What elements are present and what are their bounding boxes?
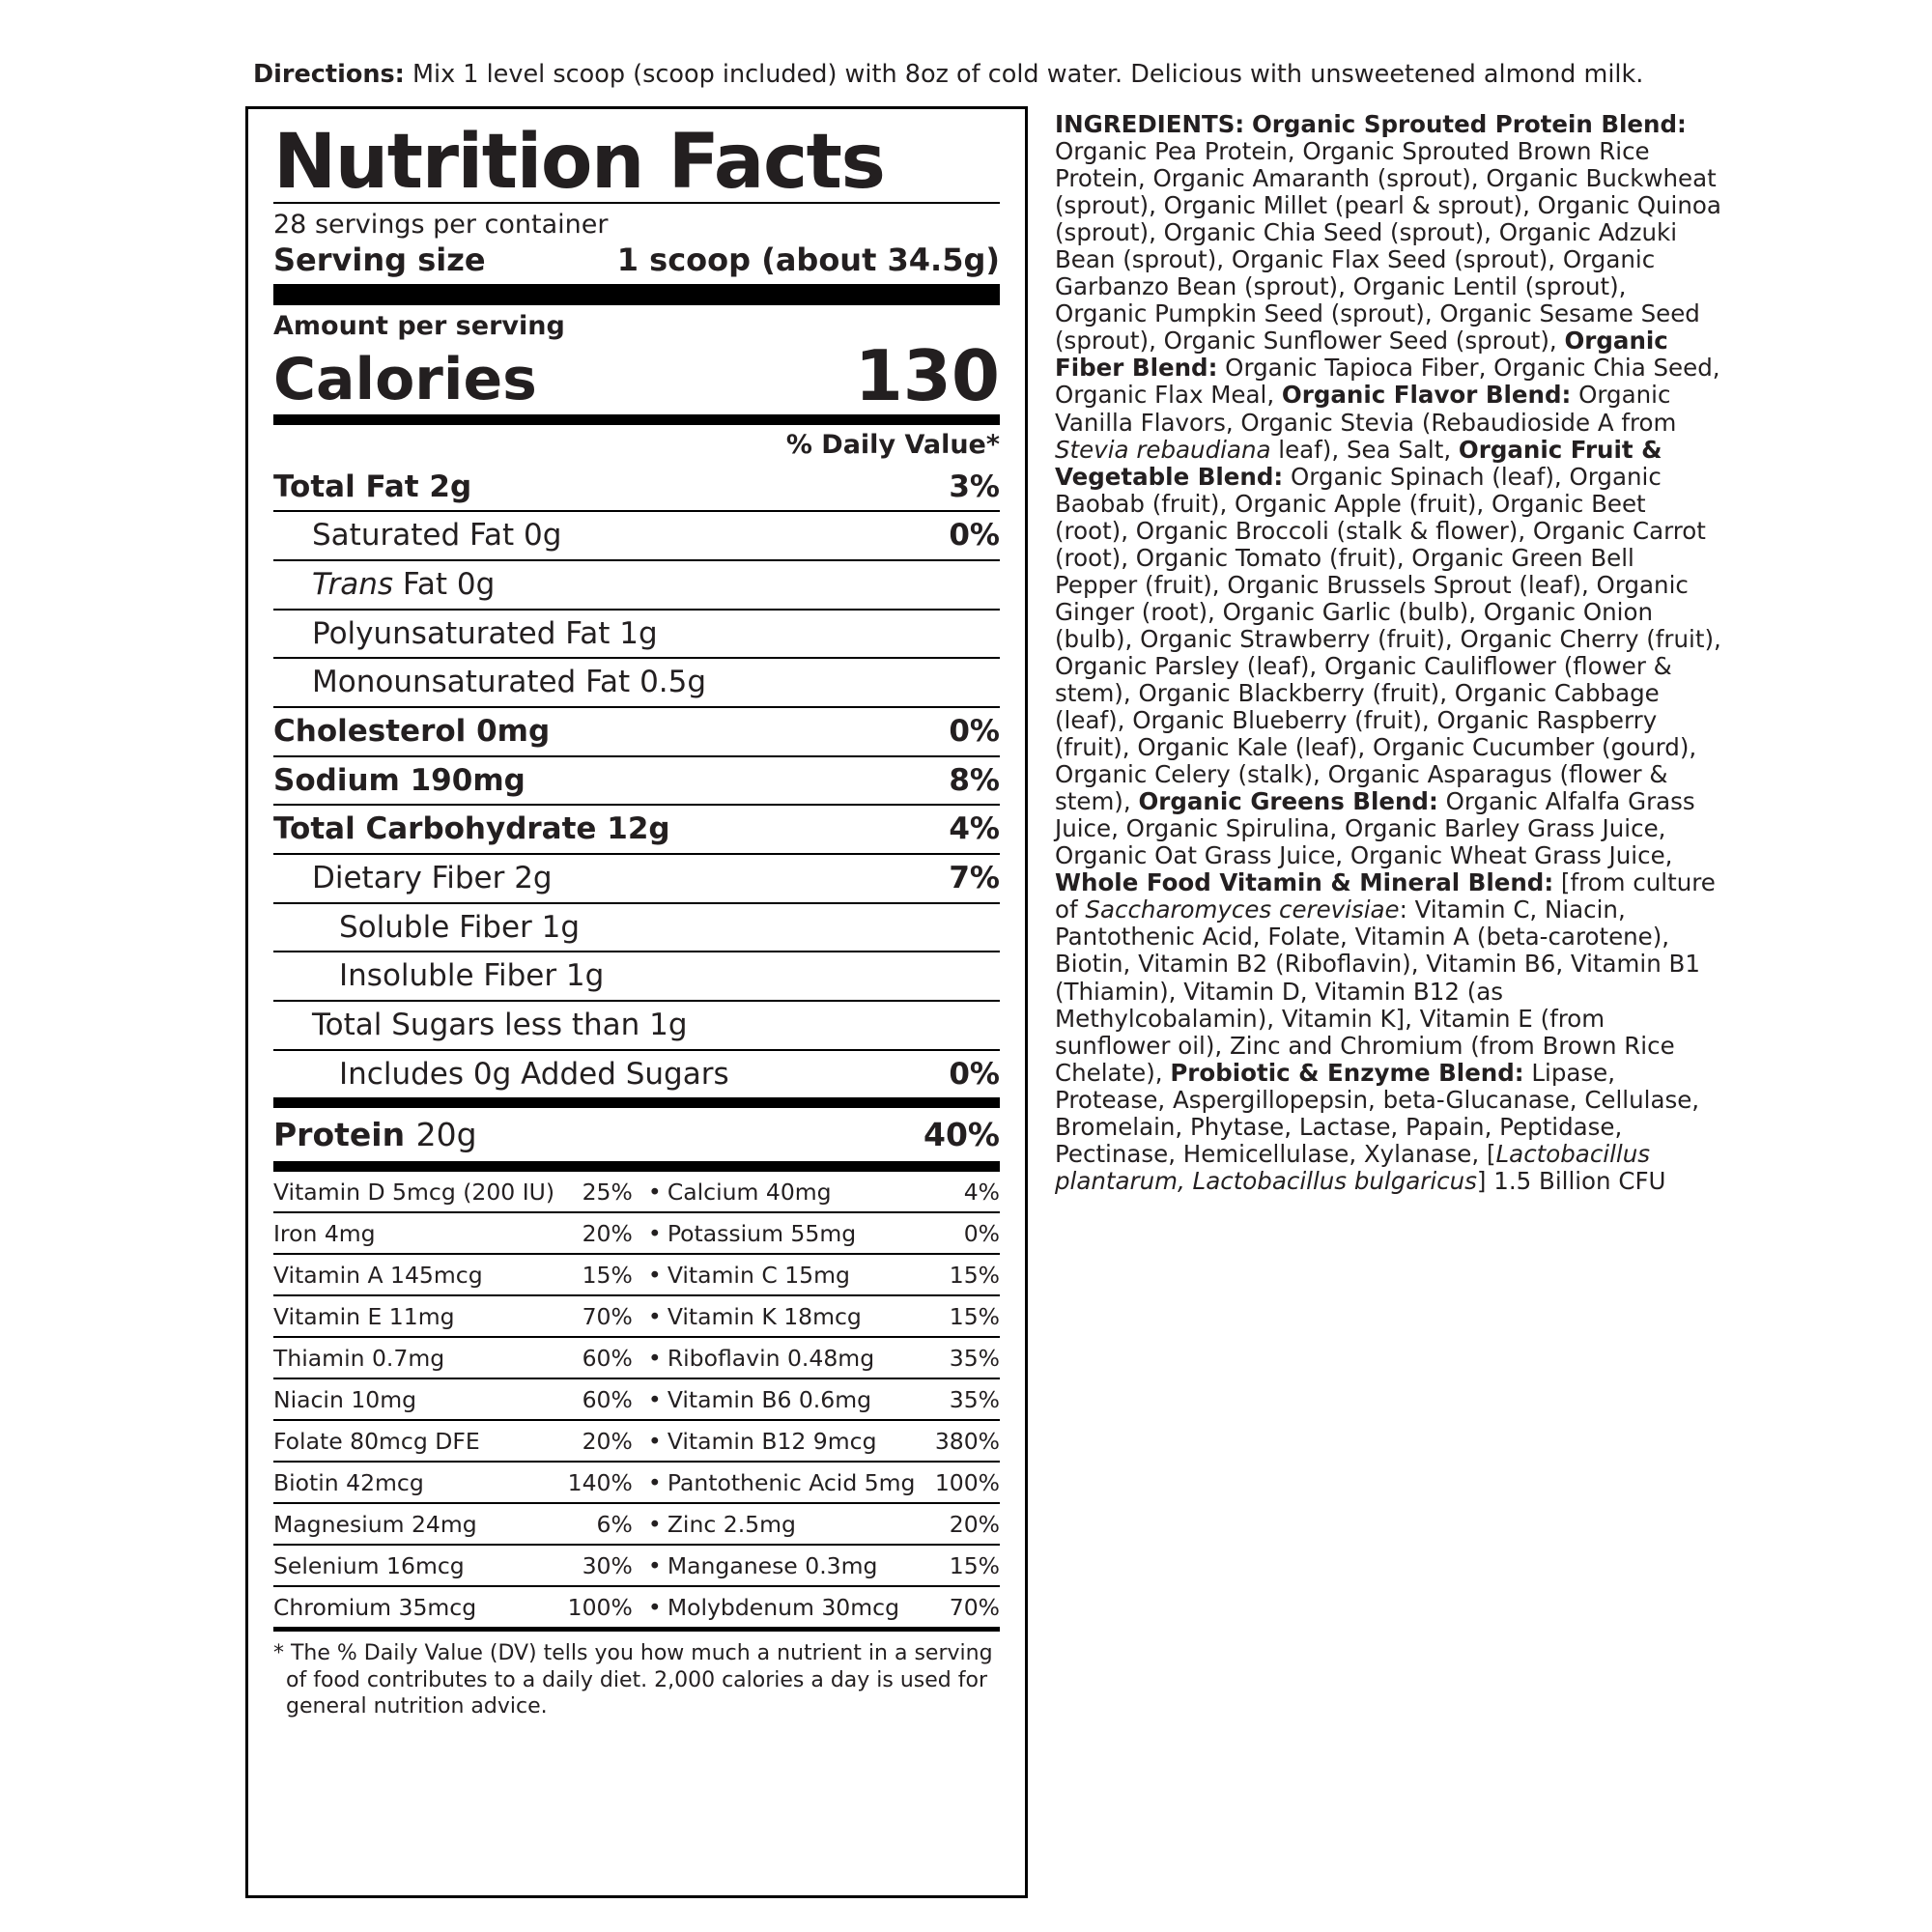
vitamin-right-name: Manganese 0.3mg: [668, 1545, 924, 1586]
vitamin-right-pct: 35%: [924, 1378, 1000, 1420]
serving-size-value: 1 scoop (about 34.5g): [616, 241, 1000, 278]
nutrient-label: Trans Fat 0g: [312, 567, 496, 603]
vitamin-left-pct: 15%: [565, 1254, 642, 1295]
vitamin-left-pct: 30%: [565, 1545, 642, 1586]
vitamin-separator-dot: •: [642, 1420, 668, 1462]
vitamin-left-name: Vitamin E 11mg: [273, 1295, 565, 1337]
vitamin-right-pct: 0%: [924, 1212, 1000, 1254]
vitamin-row: [273, 1420, 1000, 1462]
vitamin-separator-dot: •: [642, 1295, 668, 1337]
vitamin-row: [273, 1462, 1000, 1503]
vitamin-left-pct: 140%: [565, 1462, 642, 1503]
probiotic-enzyme-text: Lipase, Protease, Aspergillopepsin, beta-Glucanase, Cellulase, Bromelain, Phytase, Lactase, Papain, Peptidase, Pectinase, Hemicellulase, Xylanase, [: [1055, 1058, 1700, 1168]
nutrient-row: [273, 755, 1000, 805]
vitamin-left-name: Niacin 10mg: [273, 1378, 565, 1420]
servings-per-container: 28 servings per container: [273, 210, 609, 240]
vitamin-row: [273, 1586, 1000, 1627]
vitamin-left-name: Iron 4mg: [273, 1212, 565, 1254]
daily-value-footnote: * The % Daily Value (DV) tells you how much a nutrient in a serving of food contributes to a daily diet. 2,000 calories a day is used for general nutrition advice.: [273, 1627, 1000, 1720]
fruit-vegetable-blend-text: Organic Spinach (leaf), Organic Baobab (fruit), Organic Apple (fruit), Organic Beet (root), Organic Broccoli (stalk & flower), Organic Carrot (root), Organic Tomato (fruit), Organic Green Bell Pepper (fruit), Organic Brussels Sprout (leaf), Organic Ginger (root), Organic Garlic (bulb), Organic Onion (bulb), Organic Strawberry (fruit), Organic Cherry (fruit), Organic Parsley (leaf), Organic Cauliflower (flower & stem), Organic Blackberry (fruit), Organic Cabbage (leaf), Organic Blueberry (fruit), Organic Raspberry (fruit), Organic Kale (leaf), Organic Cucumber (gourd), Organic Celery (stalk), Organic Asparagus (flower & stem),: [1055, 462, 1721, 816]
nutrient-row: [273, 559, 1000, 609]
nutrient-daily-value: 8%: [949, 762, 1000, 798]
nutrient-label: Total Sugars less than 1g: [312, 1007, 688, 1042]
vitamin-row: [273, 1545, 1000, 1586]
serving-size-row: [273, 242, 1000, 284]
vitamin-left-pct: 60%: [565, 1337, 642, 1378]
greens-blend-text: Organic Alfalfa Grass Juice, Organic Spirulina, Organic Barley Grass Juice, Organic Oat Grass Juice, Organic Wheat Grass Juice,: [1055, 787, 1695, 870]
vitamin-left-pct: 20%: [565, 1212, 642, 1254]
vitamin-right-name: Zinc 2.5mg: [668, 1503, 924, 1545]
nutrient-rows: [273, 464, 1000, 1097]
protein-blend-text: Organic Pea Protein, Organic Sprouted Brown Rice Protein, Organic Amaranth (sprout), Organic Buckwheat (sprout), Organic Millet (pearl & sprout), Organic Quinoa (sprout), Organic Chia Seed (sprout), Organic Adzuki Bean (sprout), Organic Flax Seed (sprout), Organic Garbanzo Bean (sprout), Organic Lentil (sprout), Organic Pumpkin Seed (sprout), Organic Sesame Seed (sprout), Organic Sunflower Seed (sprout),: [1055, 137, 1721, 355]
vitamin-left-name: Vitamin D 5mcg (200 IU): [273, 1179, 554, 1207]
flavor-blend-label: Organic Flavor Blend:: [1281, 381, 1572, 410]
protein-blend-label: Organic Sprouted Protein Blend:: [1251, 110, 1687, 138]
nutrient-daily-value: 0%: [949, 714, 1000, 750]
vitamin-left-pct: 70%: [565, 1295, 642, 1337]
nutrient-daily-value: 4%: [949, 811, 1000, 847]
nutrient-label: Total Fat 2g: [273, 469, 472, 504]
nutrient-row: [273, 657, 1000, 706]
nutrient-label: Includes 0g Added Sugars: [339, 1056, 729, 1092]
vitamin-separator-dot: •: [642, 1586, 668, 1627]
vitamin-separator-dot: •: [647, 1179, 662, 1207]
ingredients-heading: INGREDIENTS:: [1055, 110, 1245, 138]
nutrient-row: [273, 1049, 1000, 1098]
vitamin-right-name: Molybdenum 30mcg: [668, 1586, 924, 1627]
vitamin-right-name: Vitamin K 18mcg: [668, 1295, 924, 1337]
flavor-blend-text-b: leaf), Sea Salt,: [1270, 435, 1459, 464]
directions-text: Mix 1 level scoop (scoop included) with 8oz of cold water. Delicious with unsweetened almond milk.: [404, 60, 1644, 89]
vitamin-right-pct: 15%: [924, 1295, 1000, 1337]
vitamin-row: [273, 1503, 1000, 1545]
calories-label: Calories: [273, 345, 537, 413]
nutrient-label: Cholesterol 0mg: [273, 714, 551, 750]
amount-per-serving-label: Amount per serving: [273, 311, 565, 342]
nutrient-daily-value: 0%: [949, 1056, 1000, 1092]
vitamin-mineral-blend-label: Whole Food Vitamin & Mineral Blend:: [1055, 868, 1554, 897]
nutrient-label: Polyunsaturated Fat 1g: [312, 615, 658, 651]
vitamin-row: [273, 1212, 1000, 1254]
vitamin-left-name: Folate 80mcg DFE: [273, 1420, 565, 1462]
nutrient-row: [273, 510, 1000, 559]
flavor-blend-text-a: Organic Vanilla Flavors, Organic Stevia (Rebaudioside A from: [1055, 381, 1677, 437]
nutrient-label: Dietary Fiber 2g: [312, 860, 553, 895]
vitamin-separator-dot: •: [642, 1337, 668, 1378]
nutrient-row: [273, 464, 1000, 511]
vitamin-left-pct: 6%: [565, 1503, 642, 1545]
vitamin-right-name: Potassium 55mg: [668, 1212, 924, 1254]
vitamin-left-name: Biotin 42mcg: [273, 1462, 565, 1503]
vitamin-right-pct: 15%: [924, 1545, 1000, 1586]
vitamin-mineral-text-b: : Vitamin C, Niacin, Pantothenic Acid, Folate, Vitamin A (beta-carotene), Biotin, Vitamin B2 (Riboflavin), Vitamin B6, Vitamin B1 (Thiamin), Vitamin D, Vitamin B12 (as Methylcobalamin), Vitamin K], Vitamin E (from sunflower oil), Zinc and Chromium (from Brown Rice Chelate),: [1055, 895, 1700, 1087]
nutrient-row: [273, 706, 1000, 755]
nutrient-row: [273, 853, 1000, 902]
nutrient-daily-value: 7%: [949, 860, 1000, 895]
vitamin-row: [273, 1337, 1000, 1378]
protein-label-amount: Protein 20g: [273, 1116, 477, 1154]
vitamin-row: [273, 1295, 1000, 1337]
divider-thick-top: [273, 284, 1000, 305]
panel-title: Nutrition Facts: [273, 119, 885, 206]
nutrient-label: Saturated Fat 0g: [312, 518, 562, 554]
nutrient-daily-value: 3%: [949, 469, 1000, 504]
vitamin-row: [273, 1254, 1000, 1295]
fiber-blend-label: Organic Fiber Blend:: [1055, 327, 1668, 383]
nutrient-row: [273, 1000, 1000, 1049]
vitamin-right-name: Vitamin B6 0.6mg: [668, 1378, 924, 1420]
vitamin-right-pct: 70%: [924, 1586, 1000, 1627]
nutrient-daily-value: 0%: [949, 518, 1000, 554]
fruit-vegetable-blend-label: Organic Fruit & Vegetable Blend:: [1055, 435, 1662, 491]
vitamin-left-name: Vitamin A 145mcg: [273, 1254, 565, 1295]
ingredients-block: [1055, 111, 1721, 1195]
probiotic-enzyme-text-end: ] 1.5 Billion CFU: [1476, 1166, 1666, 1195]
daily-value-header: % Daily Value*: [785, 429, 1000, 460]
nutrient-row: [273, 951, 1000, 1000]
vitamin-left-pct: 100%: [565, 1586, 642, 1627]
vitamin-right-pct: 20%: [924, 1503, 1000, 1545]
vitamin-right-name: Calcium 40mg: [667, 1179, 832, 1207]
vitamin-left-pct: 20%: [565, 1420, 642, 1462]
nutrient-row: [273, 609, 1000, 658]
nutrient-label: Soluble Fiber 1g: [339, 909, 581, 945]
vitamin-left-pct: 60%: [565, 1378, 642, 1420]
vitamin-right-pct: 100%: [924, 1462, 1000, 1503]
vitamin-mineral-table: [273, 1161, 1000, 1627]
vitamin-right-name: Vitamin B12 9mcg: [668, 1420, 924, 1462]
stevia-species-italic: Stevia rebaudiana: [1055, 435, 1271, 464]
nutrient-label: Monounsaturated Fat 0.5g: [312, 665, 707, 700]
nutrient-label: Insoluble Fiber 1g: [339, 958, 605, 994]
fiber-blend-text: Organic Tapioca Fiber, Organic Chia Seed, Organic Flax Meal,: [1055, 354, 1720, 410]
vitamin-separator-dot: •: [642, 1378, 668, 1420]
vitamin-right-name: Riboflavin 0.48mg: [668, 1337, 924, 1378]
vitamin-left-name: Chromium 35mcg: [273, 1586, 565, 1627]
vitamin-right-name: Pantothenic Acid 5mg: [668, 1462, 924, 1503]
vitamin-left-pct: 25%: [582, 1179, 633, 1207]
lactobacillus-italic: Lactobacillus plantarum, Lactobacillus bulgaricus: [1055, 1139, 1651, 1195]
protein-pct: 40%: [923, 1116, 1000, 1154]
vitamin-right-pct: 35%: [924, 1337, 1000, 1378]
vitamin-row: [273, 1167, 1000, 1213]
vitamin-right-name: Vitamin C 15mg: [668, 1254, 924, 1295]
calories-value: 130: [854, 334, 1000, 416]
vitamin-separator-dot: •: [642, 1254, 668, 1295]
vitamin-left-name: Thiamin 0.7mg: [273, 1337, 565, 1378]
vitamin-left-name: Magnesium 24mg: [273, 1503, 565, 1545]
nutrient-label: Sodium 190mg: [273, 762, 526, 798]
vitamin-left-name: Selenium 16mcg: [273, 1545, 565, 1586]
greens-blend-label: Organic Greens Blend:: [1138, 787, 1438, 816]
directions-line: [253, 60, 1712, 90]
vitamin-separator-dot: •: [642, 1212, 668, 1254]
vitamin-row: [273, 1378, 1000, 1420]
probiotic-enzyme-blend-label: Probiotic & Enzyme Blend:: [1170, 1058, 1524, 1087]
vitamin-right-pct: 380%: [924, 1420, 1000, 1462]
nutrient-row: [273, 902, 1000, 952]
nutrient-row: [273, 804, 1000, 853]
protein-row: [273, 1097, 1000, 1161]
serving-size-label: Serving size: [273, 241, 486, 278]
saccharomyces-italic: Saccharomyces cerevisiae: [1085, 895, 1400, 924]
vitamin-right-pct: 15%: [924, 1254, 1000, 1295]
vitamin-mineral-text-a: [from culture of: [1055, 868, 1716, 924]
directions-label: Directions:: [253, 60, 405, 89]
vitamin-right-pct: 4%: [963, 1179, 1000, 1207]
vitamin-separator-dot: •: [642, 1462, 668, 1503]
vitamin-separator-dot: •: [642, 1545, 668, 1586]
nutrient-label: Total Carbohydrate 12g: [273, 811, 670, 847]
nutrition-facts-panel: [245, 106, 1028, 1898]
calories-row: [273, 334, 1000, 416]
vitamin-separator-dot: •: [642, 1503, 668, 1545]
